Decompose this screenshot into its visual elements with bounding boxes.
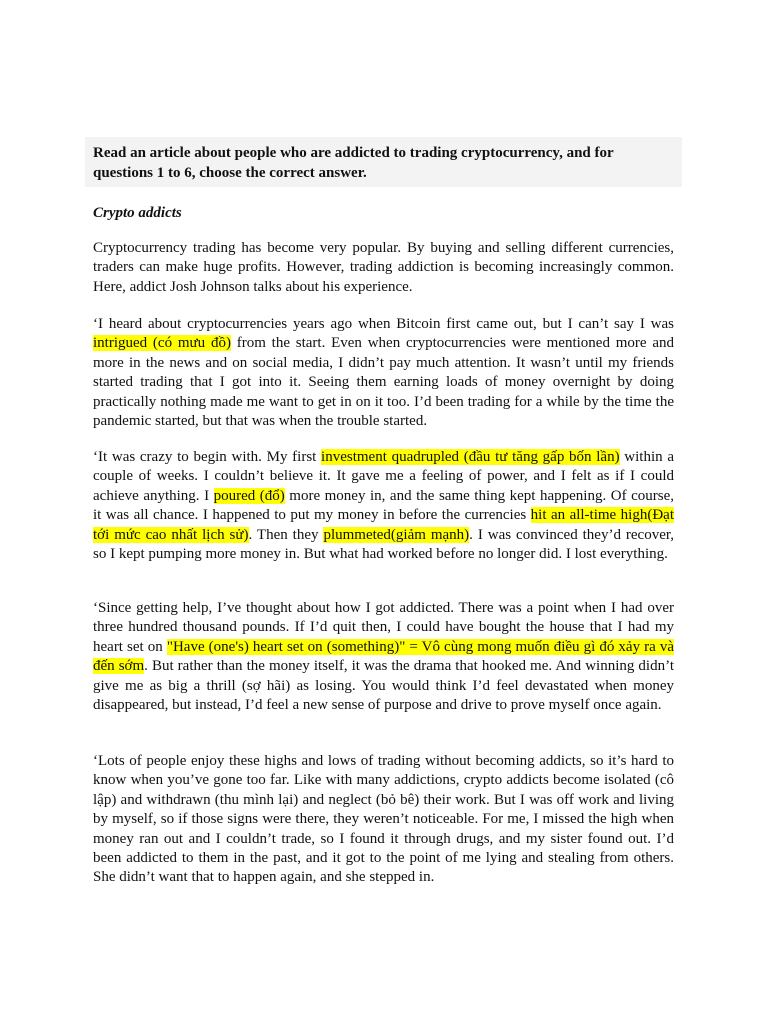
highlighted-phrase: intrigued (có mưu đồ)	[93, 335, 231, 352]
text-run: . I was convinced they’d recover, so I kept pumping more money in. But what had worked before no longer did. I lost everything.	[93, 526, 674, 563]
text-run: more money in, and the same thing kept happening. Of course, it was all chance. I happened to put my money in before the currencies	[93, 487, 674, 524]
text-run: ‘Since getting help, I’ve thought about how I got addicted. There was a point when I had over three hundred thousand pounds. If I’d quit then, I could have bought the house that I had my heart set on	[93, 600, 674, 655]
highlighted-phrase: plummeted(giảm mạnh)	[323, 526, 470, 543]
text-run: within a couple of weeks. I couldn’t believe it. It gave me a feeling of power, and I felt as if I could achieve anything. I	[93, 449, 674, 504]
paragraph-4	[93, 599, 674, 715]
text-run: ‘It was crazy to begin with. My first	[93, 449, 322, 465]
highlighted-phrase: "Have (one's) heart set on (something)" = Vô cùng mong muốn điều gì đó xảy ra và đến sớm	[93, 638, 675, 675]
paragraph-intro: Cryptocurrency trading has become very popular. By buying and selling different currencies, traders can make huge profits. However, trading addiction is becoming increasingly common. Here, addict Josh Johnson talks about his experience.	[93, 240, 674, 295]
text-run: from the start. Even when cryptocurrencies were mentioned more and more in the news and on social media, I didn’t pay much attention. It wasn’t until my friends started trading that I got into it. Seeing them earning loads of money overnight by doing practically nothing made me want to get in on it too. I’d been trading for a while by the time the pandemic started, but that was when the trouble started.	[93, 335, 674, 430]
paragraph-3	[93, 448, 674, 564]
highlighted-phrase: poured (đổ)	[213, 487, 285, 504]
paragraph-5: ‘Lots of people enjoy these highs and lows of trading without becoming addicts, so it’s hard to know when you’ve gone too far. Like with many addictions, crypto addicts become isolated (cô lập) and withdrawn (thu mình lại) and neglect (bỏ bê) their work. But I was off work and living by myself, so if those signs were there, they weren’t noticeable. For me, I missed the high when money ran out and I couldn’t trade, so I found it through drugs, and my sister found out. I’d been addicted to them in the past, and it got to the point of me lying and stealing from others. She didn’t want that to happen again, and she stepped in.	[93, 753, 674, 886]
text-run: ‘I heard about cryptocurrencies years ago when Bitcoin first came out, but I can’t say I was	[93, 316, 674, 332]
highlighted-phrase: investment quadrupled (đầu tư tăng gấp bốn lần)	[321, 449, 620, 465]
highlighted-phrase: hit an all-time high(Đạt tới mức cao nhất lịch sử)	[93, 507, 674, 543]
paragraph-2	[93, 315, 674, 431]
instruction-text: Read an article about people who are addicted to trading cryptocurrency, and for questions 1 to 6, choose the correct answer.	[93, 145, 614, 181]
text-run: . Then they	[248, 526, 324, 543]
text-run: . But rather than the money itself, it was the drama that hooked me. And winning didn’t give me as big a thrill (sợ hãi) as losing. You would think I’d feel devastated when money disappeared, but instead, I’d feel a new sense of purpose and drive to prove myself once again.	[93, 658, 674, 714]
article-title: Crypto addicts	[93, 205, 182, 221]
